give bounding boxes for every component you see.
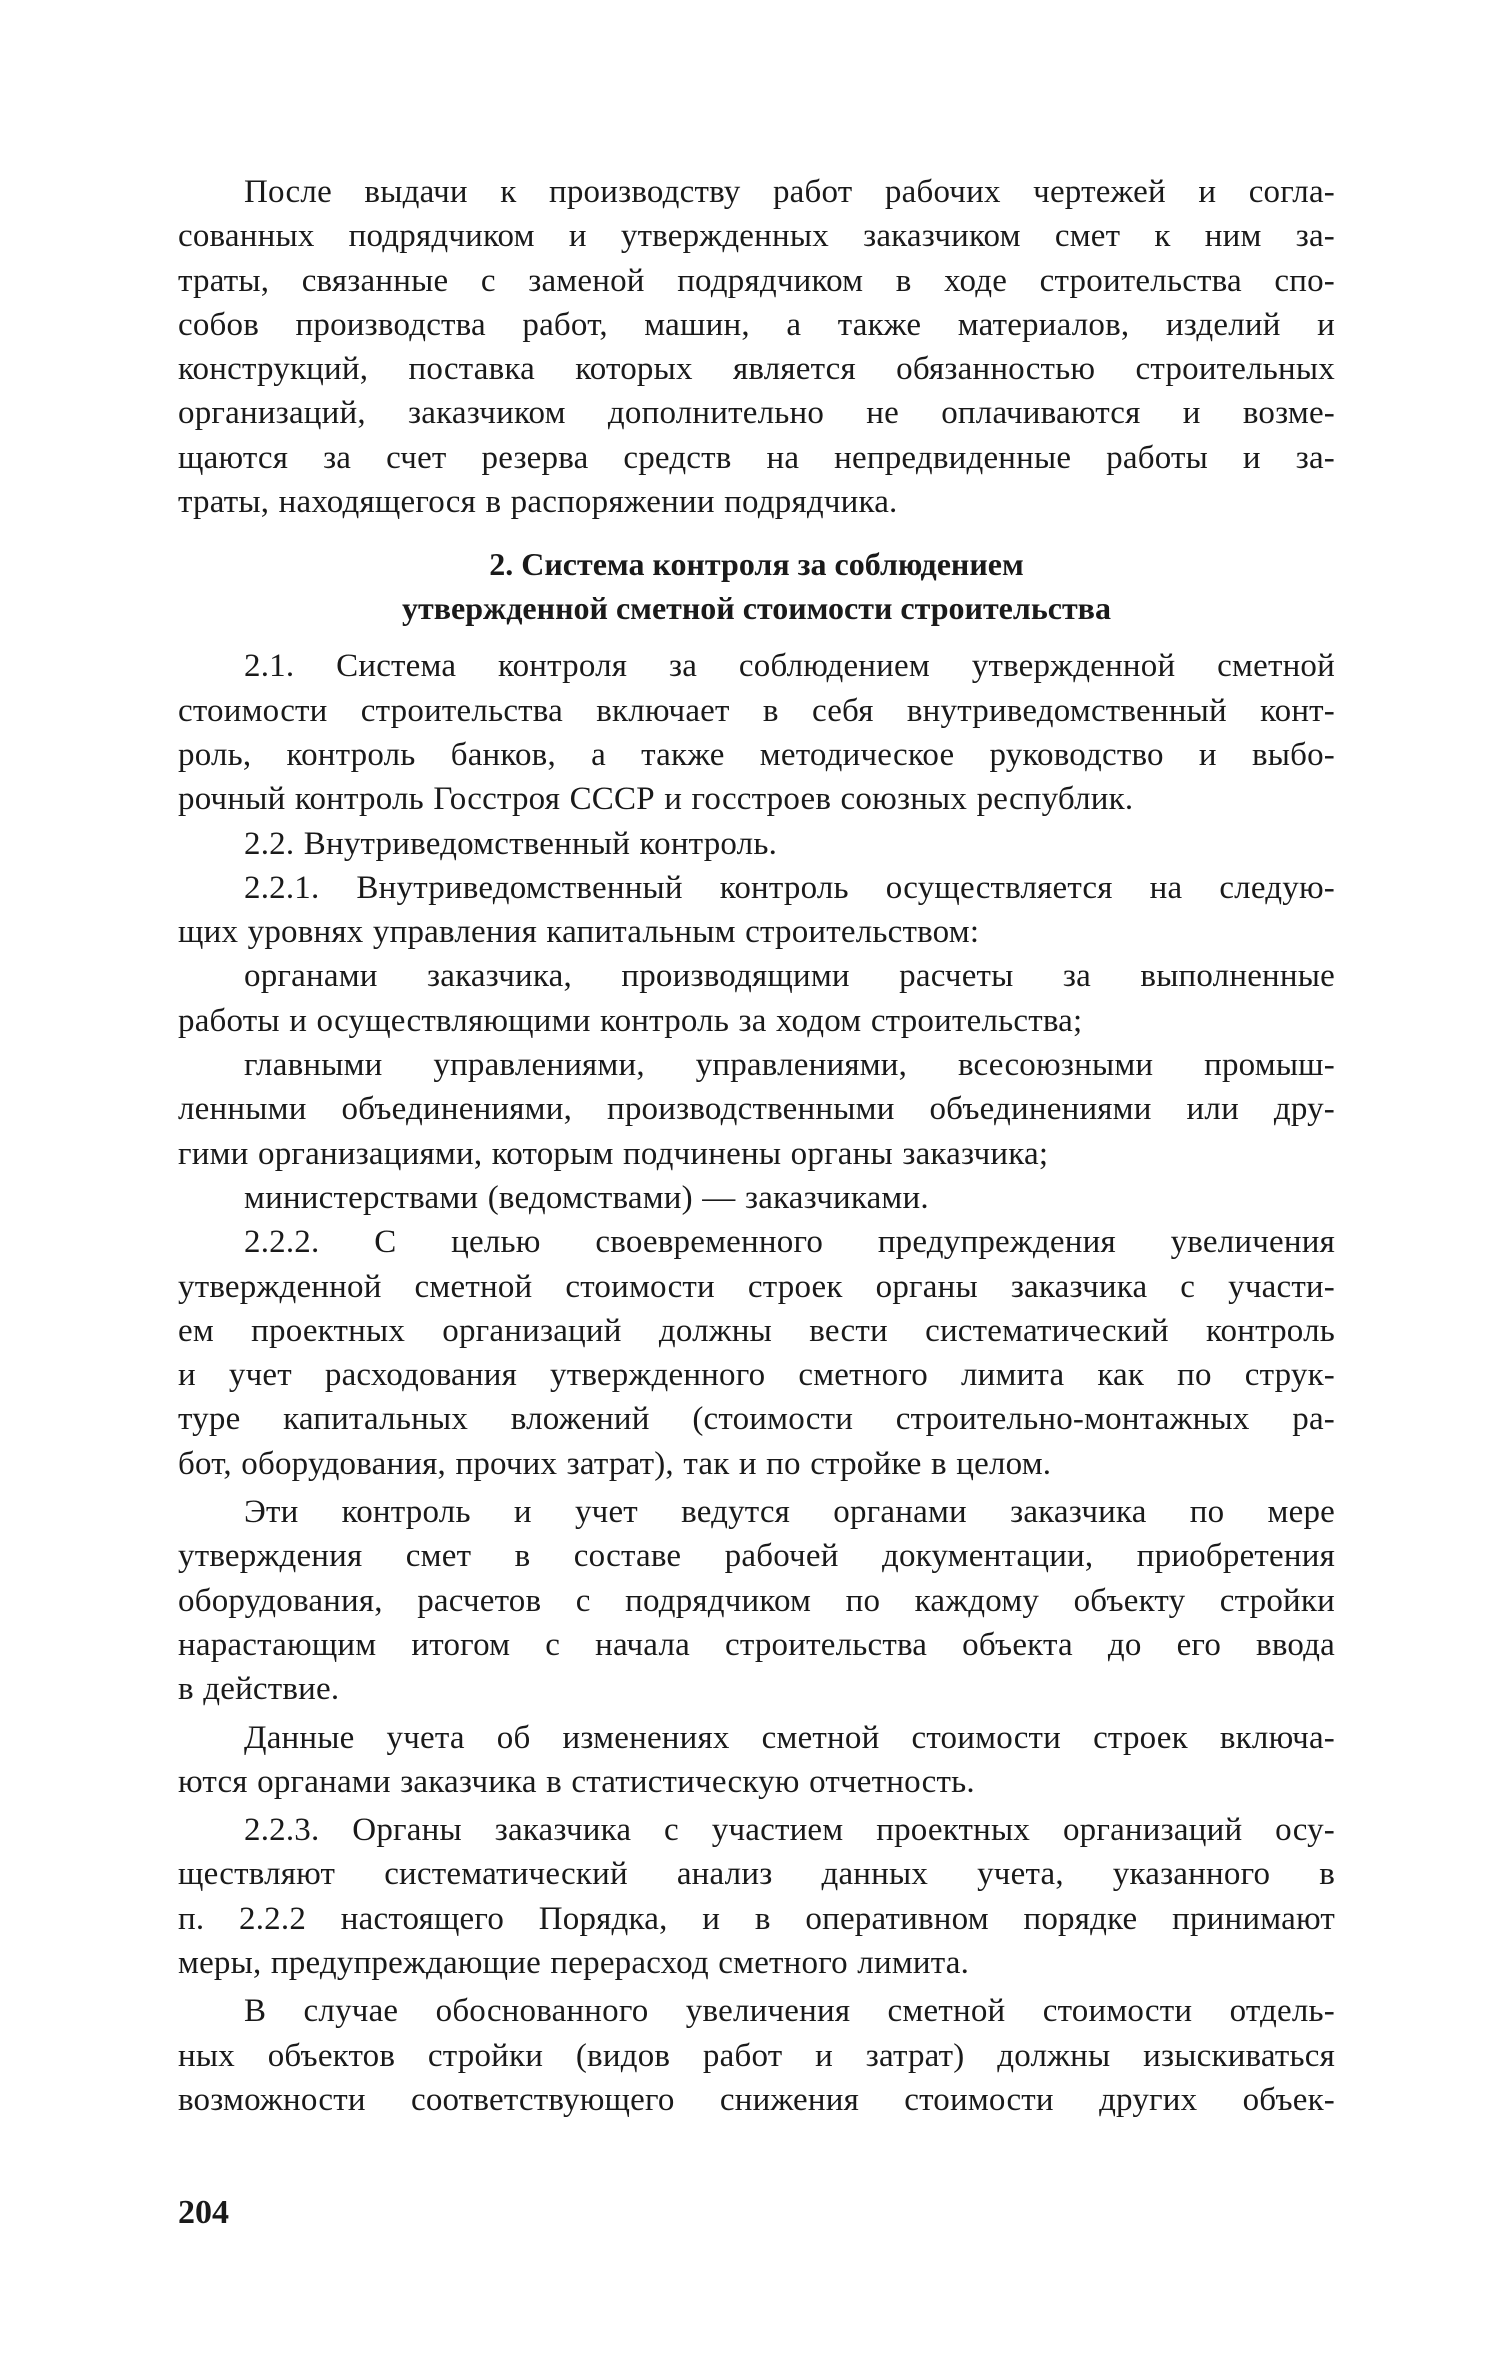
paragraph-2-2-3 xyxy=(178,1808,1335,1985)
heading-line: утвержденной сметной стоимости строительства xyxy=(402,590,1111,627)
paragraph-costs xyxy=(178,170,1335,524)
text-line: щаются за счет резерва средств на непредвиденные работы и за- xyxy=(178,439,1335,476)
text-line: возможности соответствующего снижения стоимости других объек- xyxy=(178,2081,1335,2118)
text-line: стоимости строительства включает в себя внутриведомственный конт- xyxy=(178,692,1335,729)
text-line: ленными объединениями, производственными объединениями или дру- xyxy=(178,1091,1335,1128)
paragraph-2-2 xyxy=(178,822,1335,866)
text-line: рочный контроль Госстроя СССР и госстроев союзных республик. xyxy=(178,781,1134,818)
text-line: 2.2.3. Органы заказчика с участием проектных организаций осу- xyxy=(244,1812,1335,1849)
paragraph-2-2-2 xyxy=(178,1220,1335,1486)
text-line: ются органами заказчика в статистическую отчетность. xyxy=(178,1763,975,1800)
section-heading xyxy=(178,542,1335,630)
paragraph-justified-increase xyxy=(178,1989,1335,2122)
text-line: конструкций, поставка которых является обязанностью строительных xyxy=(178,351,1335,388)
page-body xyxy=(178,170,1335,2122)
paragraph-2-2-1 xyxy=(178,866,1335,955)
text-line: траты, связанные с заменой подрядчиком в ходе строительства спо- xyxy=(178,262,1335,299)
text-line: 2.2. Внутриведомственный контроль. xyxy=(244,825,778,862)
list-item-customer-bodies xyxy=(178,954,1335,1043)
text-line: меры, предупреждающие перерасход сметного лимита. xyxy=(178,1944,970,1981)
text-line: гими организациями, которым подчинены органы заказчика; xyxy=(178,1135,1049,1172)
text-line: траты, находящегося в распоряжении подрядчика. xyxy=(178,484,898,521)
text-line: собов производства работ, машин, а также материалов, изделий и xyxy=(178,306,1335,343)
text-line: ных объектов стройки (видов работ и затрат) должны изыскиваться xyxy=(178,2037,1335,2074)
text-line: организаций, заказчиком дополнительно не оплачиваются и возме- xyxy=(178,395,1335,432)
text-line: 2.2.2. С целью своевременного предупреждения увеличения xyxy=(244,1224,1335,1261)
text-line: и учет расходования утвержденного сметного лимита как по струк- xyxy=(178,1357,1335,1394)
text-line: роль, контроль банков, а также методическое руководство и выбо- xyxy=(178,736,1335,773)
text-line: Эти контроль и учет ведутся органами заказчика по мере xyxy=(244,1494,1335,1531)
text-line: После выдачи к производству работ рабочих чертежей и согла- xyxy=(244,174,1335,210)
text-line: работы и осуществляющими контроль за ходом строительства; xyxy=(178,1002,1083,1039)
paragraph-accounting-data xyxy=(178,1716,1335,1805)
paragraph-2-1 xyxy=(178,644,1335,821)
text-line: нарастающим итогом с начала строительства объекта до его ввода xyxy=(178,1626,1335,1663)
text-line: туре капитальных вложений (стоимости строительно-монтажных ра- xyxy=(178,1401,1335,1438)
list-item-departments xyxy=(178,1043,1335,1176)
text-line: в действие. xyxy=(178,1671,340,1708)
text-line: органами заказчика, производящими расчеты за выполненные xyxy=(244,958,1335,995)
paragraph-control-accounting xyxy=(178,1490,1335,1711)
text-line: В случае обоснованного увеличения сметной стоимости отдель- xyxy=(244,1993,1335,2030)
page-number: 204 xyxy=(178,2194,229,2231)
text-line: утверждения смет в составе рабочей документации, приобретения xyxy=(178,1538,1335,1575)
text-line: оборудования, расчетов с подрядчиком по каждому объекту стройки xyxy=(178,1582,1335,1619)
text-line: бот, оборудования, прочих затрат), так и по стройке в целом. xyxy=(178,1445,1052,1482)
text-line: главными управлениями, управлениями, всесоюзными промыш- xyxy=(244,1047,1335,1084)
list-item-ministries xyxy=(178,1176,1335,1220)
text-line: щих уровнях управления капитальным строительством: xyxy=(178,914,980,951)
text-line: ем проектных организаций должны вести систематический контроль xyxy=(178,1312,1335,1349)
text-line: п. 2.2.2 настоящего Порядка, и в оперативном порядке принимают xyxy=(178,1900,1335,1937)
text-line: 2.2.1. Внутриведомственный контроль осуществляется на следую- xyxy=(244,869,1335,906)
text-line: утвержденной сметной стоимости строек органы заказчика с участи- xyxy=(178,1268,1335,1305)
text-line: министерствами (ведомствами) — заказчиками. xyxy=(244,1179,929,1216)
text-line: ществляют систематический анализ данных учета, указанного в xyxy=(178,1856,1335,1893)
text-line: 2.1. Система контроля за соблюдением утвержденной сметной xyxy=(244,648,1335,685)
text-line: сованных подрядчиком и утвержденных заказчиком смет к ним за- xyxy=(178,218,1335,255)
heading-line: 2. Система контроля за соблюдением xyxy=(489,546,1024,583)
text-line: Данные учета об изменениях сметной стоимости строек включа- xyxy=(244,1719,1335,1756)
